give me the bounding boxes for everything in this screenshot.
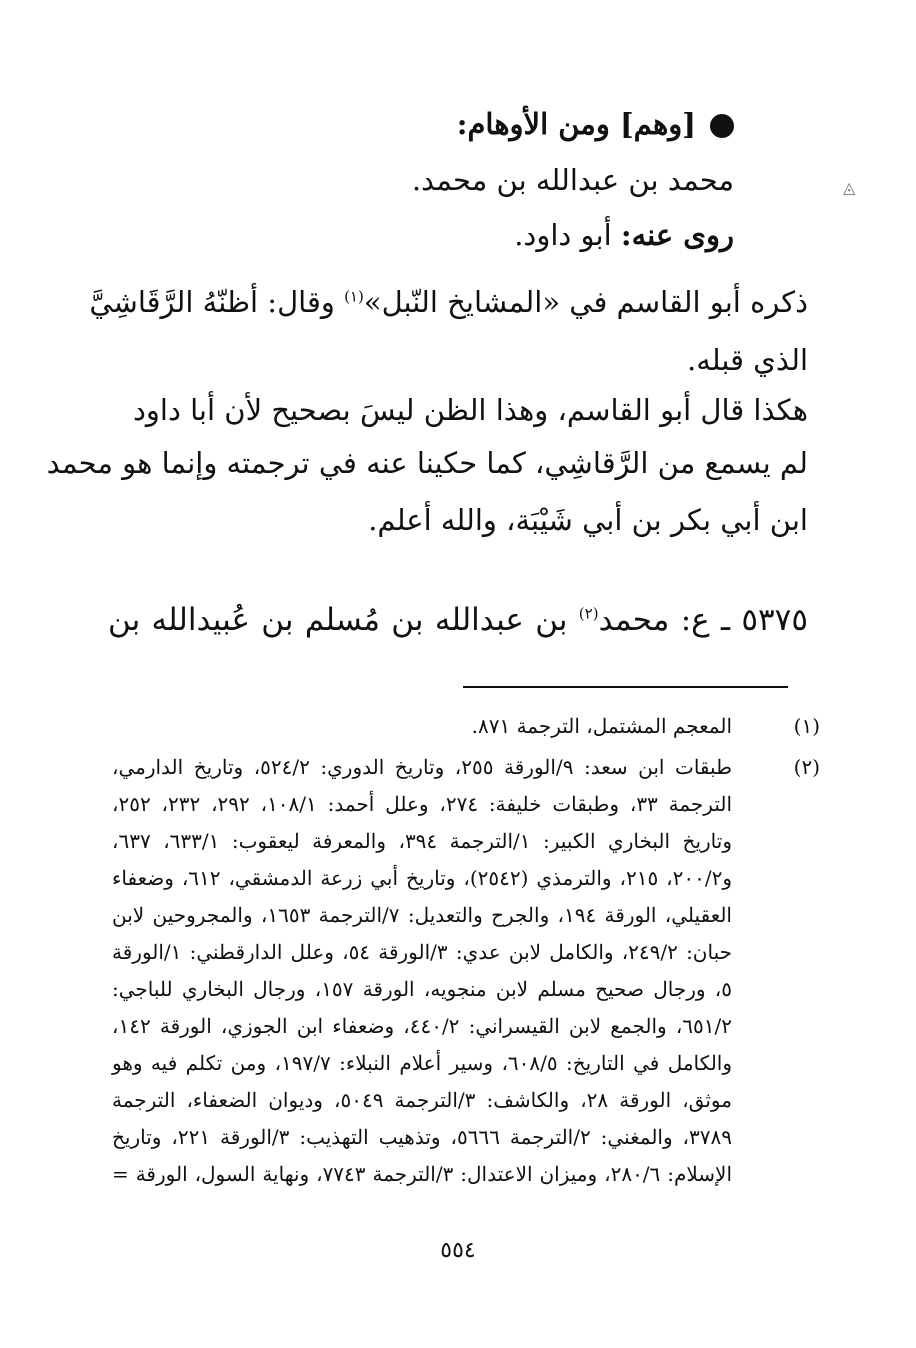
footnote-divider (463, 686, 788, 688)
paragraph-1-line-2: الذي قبله. (686, 343, 808, 377)
footnote-2-line: العقيلي، الورقة ١٩٤، والجرح والتعديل: ٧/الترجمة ١٦٥٣، والمجروحين لابن (112, 903, 732, 927)
footnote-2-line: ٦٥١/٢، والجمع لابن القيسراني: ٤٤٠/٢، وضعفاء ابن الجوزي، الورقة ١٤٢، (112, 1014, 733, 1038)
footnote-number-2: (٢) (793, 755, 820, 779)
entry-heading: ٥٣٧٥ ـ ع: محمد$^{(٢)}$ بن عبدالله بن مُسلم بن عُبيدالله بن (108, 602, 808, 638)
footnote-2-line: موثق، الورقة ٢٨، والكاشف: ٣/الترجمة ٥٠٤٩، وديوان الضعفاء، الترجمة (112, 1088, 732, 1112)
name-line: محمد بن عبدالله بن محمد. (411, 163, 734, 197)
narrator-label: روى عنه: (620, 218, 734, 252)
footnote-number-1: (١) (793, 714, 820, 738)
footnote-2-line: الترجمة ٣٣، وطبقات خليفة: ٢٧٤، وعلل أحمد: ١٠٨/١، ٢٩٢، ٢٣٢، ٢٥٢، (112, 792, 733, 816)
paragraph-2-line-2: لم يسمع من الرَّقاشِي، كما حكينا عنه في ترجمته وإنما هو محمد (46, 446, 808, 480)
footnote-2-line: ٣٧٨٩، والمغني: ٢/الترجمة ٥٦٦٦، وتذهيب التهذيب: ٣/الورقة ٢٢١، وتاريخ (112, 1125, 732, 1149)
footnote-2-line: الإسلام: ٢٨٠/٦، وميزان الاعتدال: ٣/الترجمة ٧٧٤٣، ونهاية السول، الورقة = (112, 1162, 733, 1186)
footnote-2-line: والكامل في التاريخ: ٦٠٨/٥، وسير أعلام النبلاء: ١٩٧/٧، ومن تكلم فيه وهو (112, 1051, 733, 1075)
page-number: ٥٥٤ (440, 1238, 476, 1263)
bullet-icon (710, 114, 734, 138)
paragraph-1-line-1: ذكره أبو القاسم في «المشايخ النّبل»$^{(١)}$ وقال: أظنّهُ الرَّقَاشِيَّ (89, 285, 808, 319)
paragraph-2-line-1: هكذا قال أبو القاسم، وهذا الظن ليسَ بصحيح لأن أبا داود (132, 393, 808, 427)
narrator-value: أبو داود. (514, 218, 612, 252)
paragraph-2-line-3: ابن أبي بكر بن أبي شَيْبَة، والله أعلم. (368, 503, 808, 537)
footnote-2-line: و٢٠٠/٢، ٢١٥، والترمذي (٢٥٤٢)، وتاريخ أبي زرعة الدمشقي، ٦١٢، وضعفاء (112, 866, 732, 890)
section-heading: [وهم] ومن الأوهام: (94, 104, 734, 144)
footnote-2-line: طبقات ابن سعد: ٩/الورقة ٢٥٥، وتاريخ الدوري: ٥٢٤/٢، وتاريخ الدارمي، (112, 755, 733, 779)
footnote-1-line: المعجم المشتمل، الترجمة ٨٧١. (471, 714, 732, 738)
narrator-line (94, 215, 734, 255)
footnote-2-line: حبان: ٢٤٩/٢، والكامل لابن عدي: ٣/الورقة ٥٤، وعلل الدارقطني: ١/الورقة (112, 940, 732, 964)
footnote-2-line: ٥، ورجال صحيح مسلم لابن منجويه، الورقة ١٥٧، ورجال البخاري للباجي: (112, 977, 732, 1001)
margin-mark: ◬ (843, 178, 856, 197)
footnote-ref-1: (١) (344, 287, 364, 306)
footnote-ref-2: (٢) (578, 604, 599, 623)
footnote-2-line: وتاريخ البخاري الكبير: ١/الترجمة ٣٩٤، والمعرفة ليعقوب: ٦٣٣/١، ٦٣٧، (112, 829, 732, 853)
